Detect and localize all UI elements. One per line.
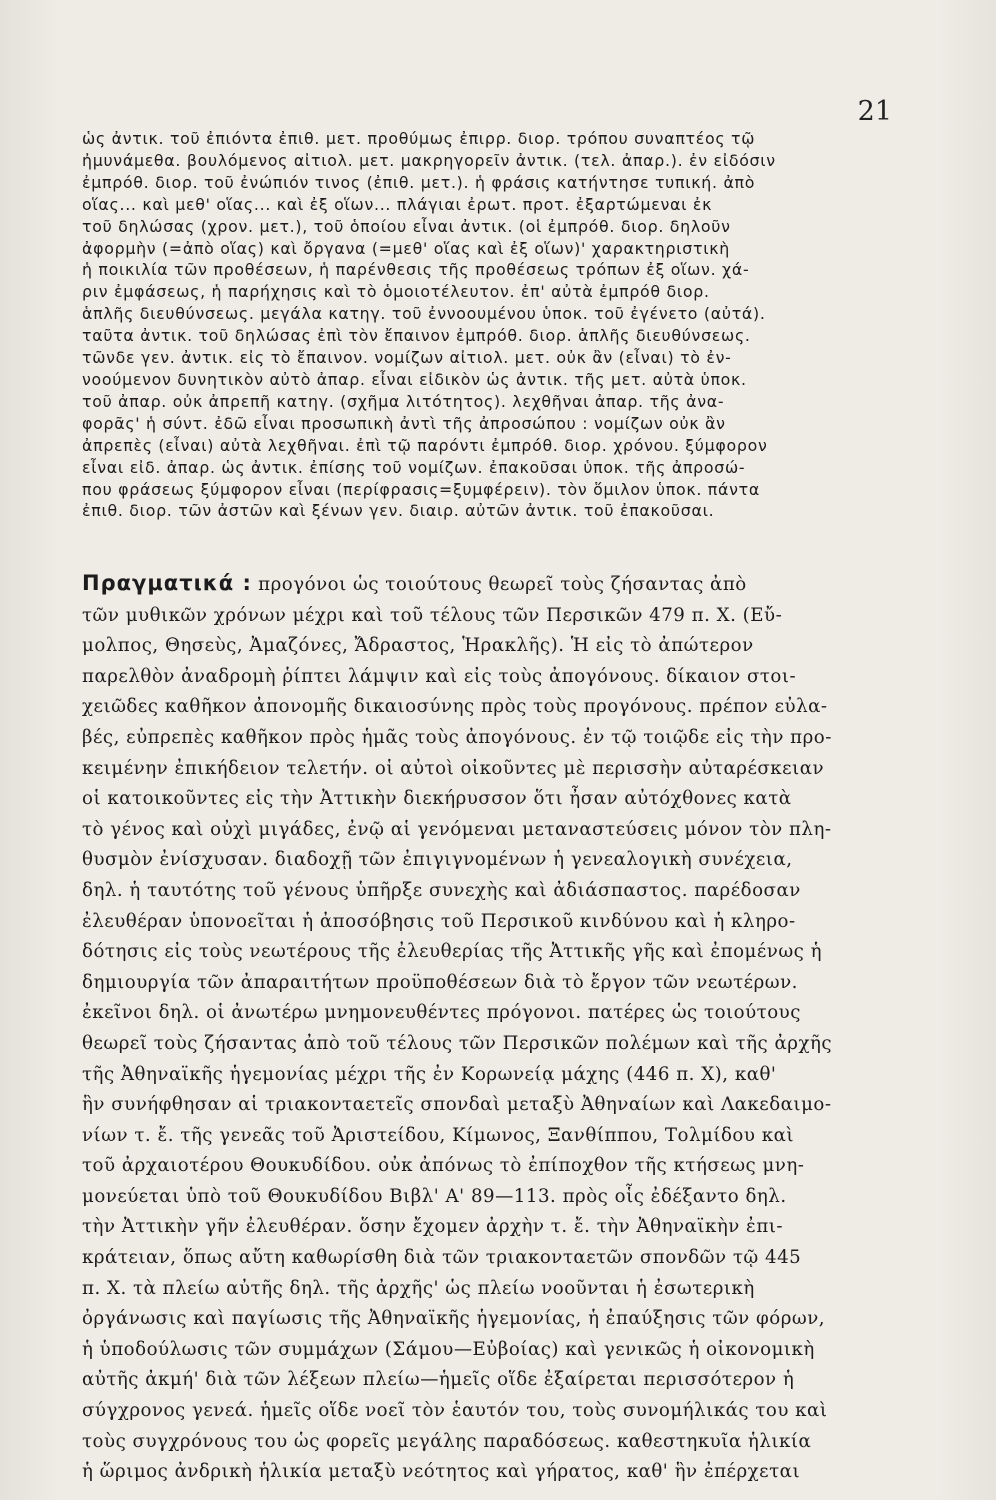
main-line: σύγχρονος γενεά. ἡμεῖς οἵδε νοεῖ τὸν ἑαυτόν του, τοὺς συνομήλικάς του καὶ: [82, 1400, 828, 1422]
commentary-line: ἡ ποικιλία τῶν προθέσεων, ἡ παρένθεσις τῆς προθέσεως τρόπων ἐξ οἵων. χά-: [82, 260, 750, 280]
commentary-line: ἀπρεπὲς (εἶναι) αὐτὰ λεχθῆναι. ἐπὶ τῷ παρόντι ἐμπρόθ. διορ. χρόνου. ξύμφορον: [82, 435, 768, 455]
commentary-line: τῶνδε γεν. ἀντικ. εἰς τὸ ἔπαινον. νομίζων αἰτιολ. μετ. οὐκ ἂν (εἶναι) τὸ ἐν-: [82, 348, 732, 368]
main-line: ἣν συνήφθησαν αἱ τριακονταετεῖς σπονδαὶ μεταξὺ Ἀθηναίων καὶ Λακεδαιμο-: [82, 1094, 832, 1116]
main-line: τοὺς συγχρόνους του ὡς φορεῖς μεγάλης παραδόσεως. καθεστηκυῖα ἡλικία: [82, 1430, 812, 1452]
commentary-line: ταῦτα ἀντικ. τοῦ δηλώσας ἐπὶ τὸν ἔπαινον ἐμπρόθ. διορ. ἁπλῆς διευθύνσεως.: [82, 326, 751, 346]
main-line: οἱ κατοικοῦντες εἰς τὴν Ἀττικὴν διεκήρυσσον ὅτι ἦσαν αὐτόχθονες κατὰ: [82, 788, 792, 810]
main-line: τοῦ ἀρχαιοτέρου Θουκυδίδου. οὐκ ἀπόνως τὸ ἐπίποχθον τῆς κτήσεως μνη-: [82, 1155, 805, 1177]
commentary-line: τοῦ δηλώσας (χρον. μετ.), τοῦ ὁποίου εἶναι ἀντικ. (οἱ ἐμπρόθ. διορ. δηλοῦν: [82, 216, 731, 236]
main-line: χειῶδες καθῆκον ἀπονομῆς δικαιοσύνης πρὸς τοὺς προγόνους. πρέπον εὐλα-: [82, 696, 828, 718]
commentary-line: ὡς ἀντικ. τοῦ ἐπιόντα ἐπιθ. μετ. προθύμως ἐπιρρ. διορ. τρόπου συναπτέος τῷ: [82, 129, 756, 148]
commentary-line: ἐμπρόθ. διορ. τοῦ ἐνώπιόν τινος (ἐπιθ. μετ.). ἡ φράσις κατήντησε τυπική. ἀπὸ: [82, 172, 756, 192]
commentary-line: οἵας... καὶ μεθ' οἵας... καὶ ἐξ οἵων... πλάγιαι ἐρωτ. προτ. ἐξαρτώμεναι ἐκ: [82, 194, 713, 214]
main-line: κειμένην ἐπικήδειον τελετήν. οἱ αὐτοὶ οἰκοῦντες μὲ περισσὴν αὐταρέσκειαν: [82, 757, 825, 779]
main-line: νίων τ. ἔ. τῆς γενεᾶς τοῦ Ἀριστείδου, Κίμωνος, Ξανθίππου, Τολμίδου καὶ: [82, 1124, 794, 1146]
main-line: δηλ. ἡ ταυτότης τοῦ γένους ὑπῆρξε συνεχὴς καὶ ἀδιάσπαστος. παρέδοσαν: [82, 879, 801, 901]
page-number: 21: [857, 96, 892, 127]
section-heading-line: [82, 568, 894, 601]
main-line: αὐτῆς ἀκμή' διὰ τῶν λέξεων πλείω—ἡμεῖς οἵδε ἐξαίρεται περισσότερον ἡ: [82, 1369, 795, 1391]
main-line: τὸ γένος καὶ οὐχὶ μιγάδες, ἐνῷ αἱ γενόμεναι μεταναστεύσεις μόνον τὸν πλη-: [82, 818, 832, 840]
commentary-line: φορᾶς' ἡ σύντ. ἐδῶ εἶναι προσωπικὴ ἀντὶ τῆς ἀπροσώπου : νομίζων οὐκ ἂν: [82, 413, 726, 433]
main-line: κράτειαν, ὅπως αὔτη καθωρίσθη διὰ τῶν τριακονταετῶν σπονδῶν τῷ 445: [82, 1247, 802, 1269]
commentary-line: ἠμυνάμεθα. βουλόμενος αἰτιολ. μετ. μακρηγορεῖν ἀντικ. (τελ. ἀπαρ.). ἐν εἰδόσιν: [82, 150, 776, 170]
commentary-line: που φράσεως ξύμφορον εἶναι (περίφρασις=ξυμφέρειν). τὸν ὅμιλον ὑποκ. πάντα: [82, 479, 760, 499]
commentary-line: ριν ἐμφάσεως, ἡ παρήχησις καὶ τὸ ὁμοιοτέλευτον. ἐπ' αὐτὰ ἐμπρόθ διορ.: [82, 282, 710, 302]
main-line: π. Χ. τὰ πλείω αὐτῆς δηλ. τῆς ἀρχῆς' ὡς πλείω νοοῦνται ἡ ἐσωτερικὴ: [82, 1277, 755, 1299]
main-line: μονεύεται ὑπὸ τοῦ Θουκυδίδου Βιβλ' Α' 89—113. πρὸς οἷς ἐδέξαντο δηλ.: [82, 1185, 787, 1207]
commentary-line: ἁπλῆς διευθύνσεως. μεγάλα κατηγ. τοῦ ἐννοουμένου ὑποκ. τοῦ ἐγένετο (αὐτά).: [82, 304, 766, 324]
main-text-block: [82, 568, 894, 1488]
main-line: προγόνοι ὡς τοιούτους θεωρεῖ τοὺς ζήσαντας ἀπὸ: [258, 574, 747, 595]
commentary-block: [82, 128, 894, 522]
main-line: ἐλευθέραν ὑπονοεῖται ἡ ἀποσόβησις τοῦ Περσικοῦ κινδύνου καὶ ἡ κληρο-: [82, 910, 796, 932]
main-line: ἡ ὑποδούλωσις τῶν συμμάχων (Σάμου—Εὐβοίας) καὶ γενικῶς ἡ οἰκονομικὴ: [82, 1338, 815, 1360]
main-line: τὴν Ἀττικὴν γῆν ἐλευθέραν. ὅσην ἔχομεν ἀρχὴν τ. ἔ. τὴν Ἀθηναϊκὴν ἐπι-: [82, 1216, 784, 1238]
main-line: τῆς Ἀθηναϊκῆς ἡγεμονίας μέχρι τῆς ἐν Κορωνείᾳ μάχης (446 π. Χ), καθ': [82, 1063, 777, 1085]
main-line: ἐκεῖνοι δηλ. οἱ ἀνωτέρω μνημονευθέντες πρόγονοι. πατέρες ὡς τοιούτους: [82, 1002, 801, 1024]
commentary-line: εἶναι εἰδ. ἀπαρ. ὡς ἀντικ. ἐπίσης τοῦ νομίζων. ἐπακοῦσαι ὑποκ. τῆς ἀπροσώ-: [82, 457, 746, 477]
main-line: ὀργάνωσις καὶ παγίωσις τῆς Ἀθηναϊκῆς ἡγεμονίας, ἡ ἐπαύξησις τῶν φόρων,: [82, 1308, 826, 1330]
main-line: θεωρεῖ τοὺς ζήσαντας ἀπὸ τοῦ τέλους τῶν Περσικῶν πολέμων καὶ τῆς ἀρχῆς: [82, 1032, 833, 1054]
main-line: δημιουργία τῶν ἀπαραιτήτων προϋποθέσεων διὰ τὸ ἔργον τῶν νεωτέρων.: [82, 971, 798, 993]
main-line: παρελθὸν ἀναδρομὴ ῥίπτει λάμψιν καὶ εἰς τοὺς ἀπογόνους. δίκαιον στοι-: [82, 665, 797, 687]
main-line: δότησις εἰς τοὺς νεωτέρους τῆς ἐλευθερίας τῆς Ἀττικῆς γῆς καὶ ἐπομένως ἡ: [82, 941, 823, 963]
section-heading: Πραγματικά :: [82, 571, 252, 595]
main-line: τῶν μυθικῶν χρόνων μέχρι καὶ τοῦ τέλους τῶν Περσικῶν 479 π. Χ. (Εὔ-: [82, 604, 783, 626]
main-line: ἡ ὥριμος ἀνδρικὴ ἡλικία μεταξὺ νεότητος καὶ γήρατος, καθ' ἣν ἐπέρχεται: [82, 1461, 801, 1483]
main-line: θυσμὸν ἐνίσχυσαν. διαδοχῇ τῶν ἐπιγιγνομένων ἡ γενεαλογικὴ συνέχεια,: [82, 849, 793, 871]
main-line: βές, εὐπρεπὲς καθῆκον πρὸς ἡμᾶς τοὺς ἀπογόνους. ἐν τῷ τοιῷδε εἰς τὴν προ-: [82, 726, 832, 748]
commentary-line: ἀφορμὴν (=ἀπὸ οἵας) καὶ ὄργανα (=μεθ' οἵας καὶ ἐξ οἵων)' χαρακτηριστικὴ: [82, 238, 730, 258]
commentary-line: τοῦ ἀπαρ. οὐκ ἀπρεπῆ κατηγ. (σχῆμα λιτότητος). λεχθῆναι ἀπαρ. τῆς ἀνα-: [82, 391, 725, 411]
main-line: μολπος, Θησεὺς, Ἀμαζόνες, Ἄδραστος, Ἡρακλῆς). Ἡ εἰς τὸ ἀπώτερον: [82, 635, 754, 657]
commentary-line: ἐπιθ. διορ. τῶν ἀστῶν καὶ ξένων γεν. διαιρ. αὐτῶν ἀντικ. τοῦ ἐπακοῦσαι.: [82, 501, 715, 521]
commentary-line: νοούμενον δυνητικὸν αὐτὸ ἀπαρ. εἶναι εἰδικὸν ὡς ἀντικ. τῆς μετ. αὐτὰ ὑποκ.: [82, 369, 747, 389]
